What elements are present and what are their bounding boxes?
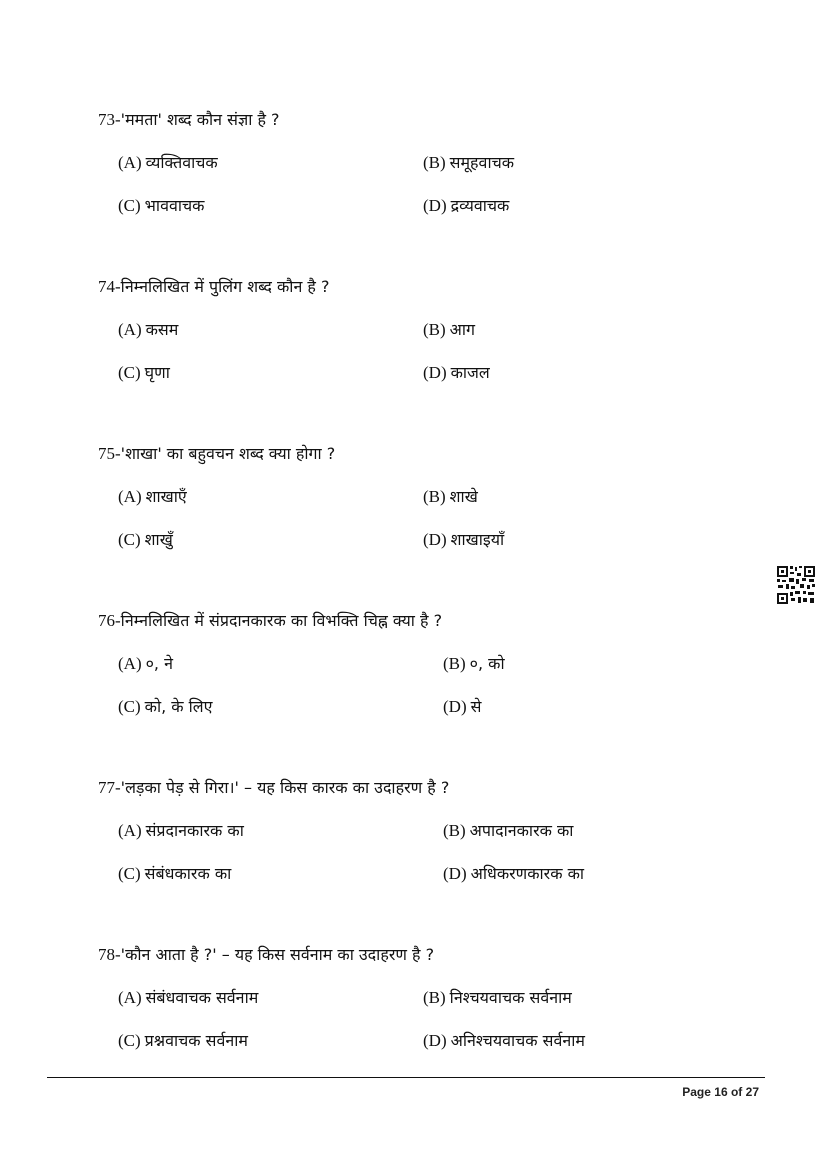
option-text: भाववाचक xyxy=(144,196,205,215)
option-d xyxy=(443,863,584,885)
page-current: 16 xyxy=(714,1085,728,1099)
option-a xyxy=(118,486,187,508)
question-73 xyxy=(98,108,738,132)
option-a xyxy=(118,152,218,174)
option-label: (D) xyxy=(423,530,447,549)
question-number: 77- xyxy=(98,778,121,797)
option-label: (D) xyxy=(423,196,447,215)
option-label: (B) xyxy=(423,988,446,1007)
question-number: 75- xyxy=(98,444,121,463)
question-stem: 'शाखा' का बहुवचन शब्द क्या होगा ? xyxy=(120,444,336,463)
option-text: शाखुँ xyxy=(144,530,173,549)
option-label: (C) xyxy=(118,1031,141,1050)
option-label: (C) xyxy=(118,864,141,883)
option-text: काजल xyxy=(450,363,490,382)
option-text: निश्चयवाचक सर्वनाम xyxy=(449,988,572,1007)
option-text: प्रश्नवाचक सर्वनाम xyxy=(144,1031,248,1050)
question-75 xyxy=(98,442,738,466)
question-78 xyxy=(98,943,738,967)
option-label: (B) xyxy=(443,654,466,673)
option-text: ०, ने xyxy=(145,654,173,673)
option-text: समूहवाचक xyxy=(449,153,515,172)
option-d xyxy=(443,696,481,718)
option-a xyxy=(118,319,178,341)
page-of: of xyxy=(730,1085,743,1099)
option-c xyxy=(118,863,231,885)
option-text: शाखाएँ xyxy=(145,487,187,506)
option-b xyxy=(423,319,475,341)
footer-divider xyxy=(47,1077,765,1078)
option-b xyxy=(423,486,478,508)
option-label: (B) xyxy=(443,821,466,840)
option-text: को, के लिए xyxy=(144,697,213,716)
option-label: (B) xyxy=(423,320,446,339)
question-number: 74- xyxy=(98,277,121,296)
option-b xyxy=(423,152,514,174)
option-text: अधिकरणकारक का xyxy=(470,864,584,883)
option-c xyxy=(118,195,204,217)
option-text: शाखाइयाँ xyxy=(450,530,505,549)
option-label: (A) xyxy=(118,320,142,339)
option-text: कसम xyxy=(145,320,179,339)
option-text: संबंधकारक का xyxy=(144,864,232,883)
option-label: (A) xyxy=(118,487,142,506)
option-d xyxy=(423,362,490,384)
question-77 xyxy=(98,776,738,800)
option-label: (A) xyxy=(118,821,142,840)
option-label: (A) xyxy=(118,153,142,172)
option-text: संबंधवाचक सर्वनाम xyxy=(145,988,259,1007)
option-a xyxy=(118,653,173,675)
option-label: (B) xyxy=(423,153,446,172)
option-text: ०, को xyxy=(469,654,505,673)
option-text: संप्रदानकारक का xyxy=(145,821,244,840)
option-label: (C) xyxy=(118,530,141,549)
option-text: आग xyxy=(449,320,476,339)
question-number: 78- xyxy=(98,945,121,964)
option-c xyxy=(118,362,170,384)
option-text: शाखे xyxy=(449,487,478,506)
option-label: (D) xyxy=(423,1031,447,1050)
option-b xyxy=(443,820,573,842)
option-c xyxy=(118,696,213,718)
page-prefix: Page xyxy=(682,1085,711,1099)
question-number: 76- xyxy=(98,611,121,630)
option-label: (D) xyxy=(423,363,447,382)
question-stem: 'कौन आता है ?' – यह किस सर्वनाम का उदाहरण है ? xyxy=(120,945,435,964)
option-a xyxy=(118,987,258,1009)
option-label: (C) xyxy=(118,363,141,382)
question-text xyxy=(98,275,738,299)
question-text xyxy=(98,609,738,633)
option-c xyxy=(118,1030,248,1052)
question-text xyxy=(98,108,738,132)
question-stem: 'ममता' शब्द कौन संज्ञा है ? xyxy=(120,110,280,129)
option-b xyxy=(443,653,505,675)
option-text: अनिश्चयवाचक सर्वनाम xyxy=(450,1031,585,1050)
option-label: (D) xyxy=(443,697,467,716)
option-text: अपादानकारक का xyxy=(469,821,574,840)
qr-code-icon xyxy=(776,565,816,605)
page-number xyxy=(682,1085,759,1099)
question-number: 73- xyxy=(98,110,121,129)
option-label: (D) xyxy=(443,864,467,883)
question-stem: निम्नलिखित में पुलिंग शब्द कौन है ? xyxy=(120,277,330,296)
page-total: 27 xyxy=(745,1085,759,1099)
question-76 xyxy=(98,609,738,633)
option-b xyxy=(423,987,572,1009)
option-text: से xyxy=(470,697,482,716)
option-text: व्यक्तिवाचक xyxy=(145,153,218,172)
question-stem: 'लड़का पेड़ से गिरा।' – यह किस कारक का उदाहरण है ? xyxy=(120,778,450,797)
option-d xyxy=(423,1030,585,1052)
question-text xyxy=(98,943,738,967)
option-c xyxy=(118,529,173,551)
option-text: घृणा xyxy=(144,363,170,382)
option-text: द्रव्यवाचक xyxy=(450,196,510,215)
question-text xyxy=(98,442,738,466)
option-label: (A) xyxy=(118,654,142,673)
question-text xyxy=(98,776,738,800)
option-a xyxy=(118,820,244,842)
option-label: (A) xyxy=(118,988,142,1007)
option-d xyxy=(423,195,509,217)
option-label: (C) xyxy=(118,196,141,215)
option-d xyxy=(423,529,504,551)
question-74 xyxy=(98,275,738,299)
option-label: (C) xyxy=(118,697,141,716)
question-stem: निम्नलिखित में संप्रदानकारक का विभक्ति चिह्न क्या है ? xyxy=(120,611,443,630)
option-label: (B) xyxy=(423,487,446,506)
